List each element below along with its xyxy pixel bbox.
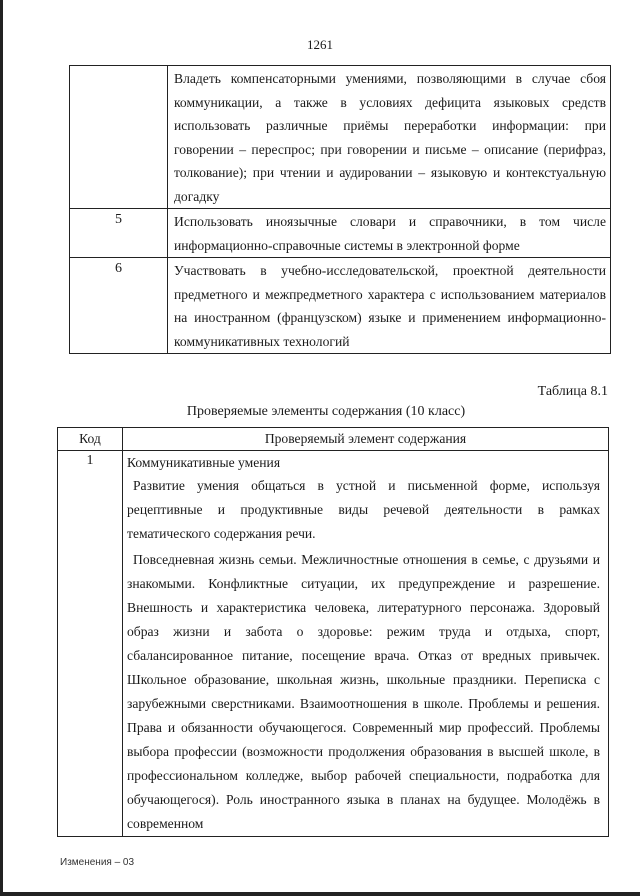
table-row	[58, 451, 609, 837]
row-number: 5	[70, 209, 168, 258]
paragraph: Развитие умения общаться в устной и письменной форме, используя рецептивные и продуктивные виды речевой деятельности в рамках тематического содержания речи.	[127, 478, 600, 541]
column-header-element: Проверяемый элемент содержания	[123, 428, 609, 451]
page-number: 1261	[307, 37, 333, 52]
table-row	[70, 209, 611, 258]
column-header-code: Код	[58, 428, 123, 451]
table-caption: Таблица 8.1	[537, 384, 608, 399]
table-title: Проверяемые элементы содержания (10 класс)	[186, 404, 466, 419]
scan-edge-left	[0, 0, 3, 896]
scan-edge-bottom	[0, 892, 640, 896]
row-text: Участвовать в учебно-исследовательской, проектной деятельности предметного и межпредметного характера с использованием материалов на иностранном (французском) языке и применением информационно-коммуникативных технологий	[168, 258, 611, 354]
row-text: Владеть компенсаторными умениями, позволяющими в случае сбоя коммуникации, а также в условиях дефицита языковых средств использовать различные приёмы переработки информации: при говорении – переспрос; при говорении и письме – описание (перифраз, толкование); при чтении и аудировании – языковую и контекстуальную догадку	[168, 66, 611, 209]
table-row	[70, 258, 611, 354]
competencies-table	[69, 65, 611, 354]
footer-revision: Изменения – 03	[60, 857, 135, 868]
content-elements-table	[57, 427, 609, 837]
table-row	[70, 66, 611, 209]
row-content	[123, 451, 609, 837]
row-text: Использовать иноязычные словари и справочники, в том числе информационно-справочные системы в электронной форме	[168, 209, 611, 258]
row-number	[70, 66, 168, 209]
row-number: 6	[70, 258, 168, 354]
paragraph: Повседневная жизнь семьи. Межличностные отношения в семье, с друзьями и знакомыми. Конфликтные ситуации, их предупреждение и разрешение. Внешность и характеристика человека, литературного персонажа. Здоровый образ жизни и забота о здоровье: режим труда и отдыха, спорт, сбалансированное питание, посещение врача. Отказ от вредных привычек. Школьное образование, школьная жизнь, школьные праздники. Переписка с зарубежными сверстниками. Взаимоотношения в школе. Проблемы и решения. Права и обязанности обучающегося. Современный мир профессий. Проблемы выбора профессии (возможности продолжения образования в высшей школе, в профессиональном колледже, выбор рабочей специальности, подработка для обучающегося). Роль иностранного языка в планах на будущее. Молодёжь в современном	[127, 552, 600, 831]
table-header-row	[58, 428, 609, 451]
section-heading: Коммуникативные умения	[127, 455, 281, 470]
row-code: 1	[58, 451, 123, 837]
